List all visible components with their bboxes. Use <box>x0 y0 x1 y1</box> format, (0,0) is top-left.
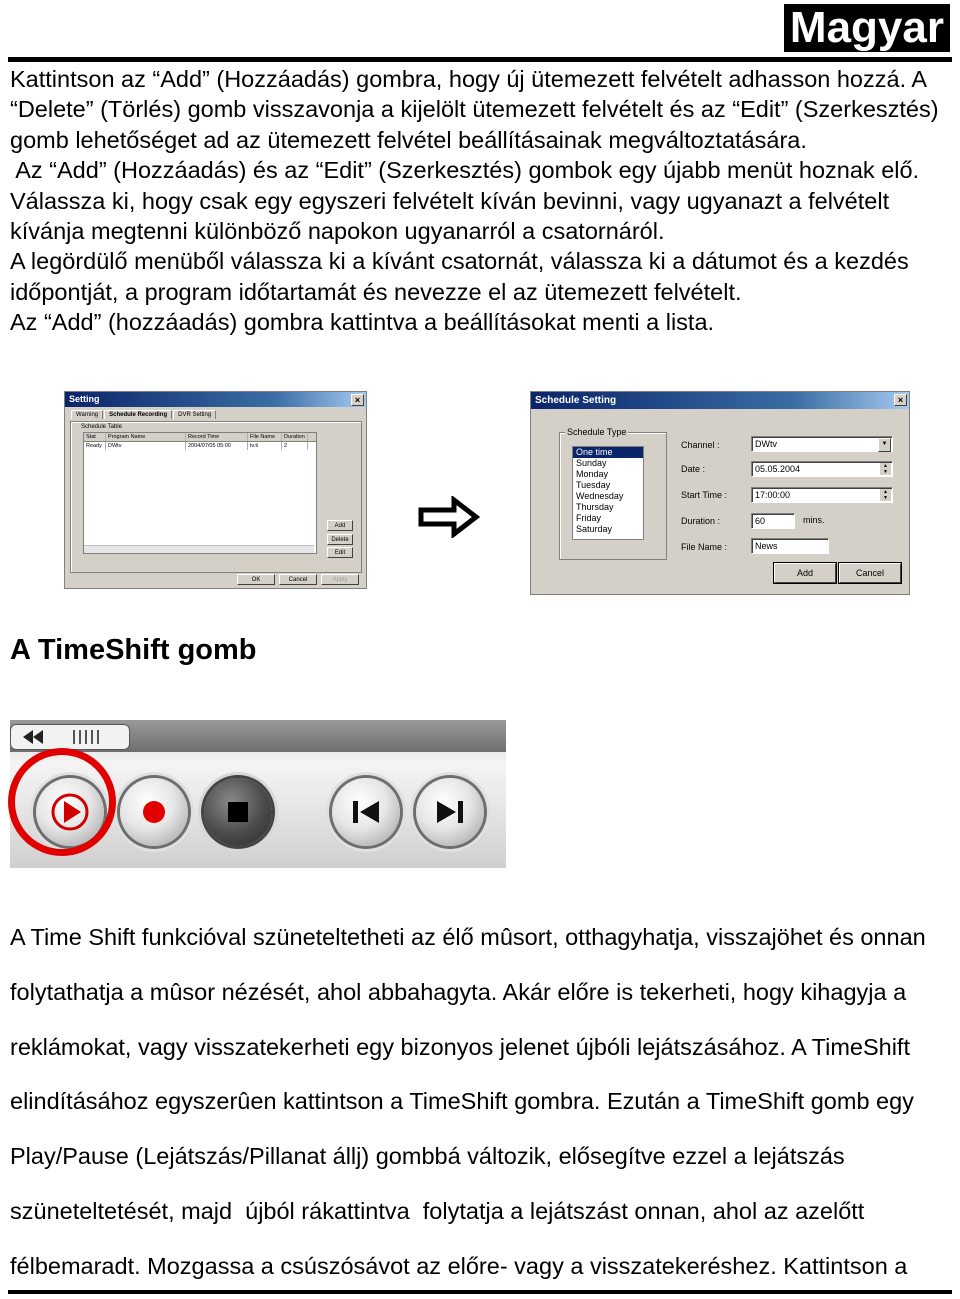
file-name-label: File Name : <box>681 542 728 552</box>
intro-line: időpontját, a program időtartamát és nevezze el az ütemezett felvételt. <box>10 278 742 305</box>
record-icon <box>139 797 169 827</box>
start-time-value: 17:00:00 <box>755 490 791 500</box>
timeshift-description <box>10 910 960 1294</box>
table-row[interactable] <box>84 442 316 450</box>
footer-rule <box>8 1290 952 1294</box>
column-header[interactable]: Stat <box>84 433 106 441</box>
close-icon[interactable]: × <box>894 394 907 406</box>
body-line: reklámokat, vagy visszatekerheti egy bizonyos jelenet újbóli lejátszásához. A TimeShift <box>10 1033 910 1060</box>
duration-unit: mins. <box>803 515 825 525</box>
delete-button[interactable]: Delete <box>327 534 353 545</box>
column-header[interactable]: File Name <box>248 433 282 441</box>
ok-button[interactable]: OK <box>237 574 275 585</box>
table-cell: Ready <box>84 442 106 450</box>
chevron-down-icon[interactable]: ▼ <box>878 438 891 452</box>
schedule-table-label: Schedule Table <box>81 424 122 430</box>
channel-value: DWtv <box>755 439 777 449</box>
intro-text <box>10 64 960 338</box>
body-line: elindításához egyszerûen kattintson a TimeShift gombra. Ezután a TimeShift gomb egy <box>10 1088 914 1115</box>
seek-slider[interactable] <box>10 724 130 750</box>
column-header[interactable]: Duration <box>282 433 308 441</box>
column-header[interactable]: Program Name <box>106 433 186 441</box>
close-icon[interactable]: × <box>351 394 364 406</box>
setting-tabs <box>71 410 217 419</box>
spinner-icon[interactable]: ▲ ▼ <box>880 489 891 501</box>
intro-line: Az “Add” (hozzáadás) gombra kattintva a beállításokat menti a lista. <box>10 309 715 336</box>
body-line: félbemaradt. Mozgassa a csúszósávot az előre- vagy a visszatekeréshez. Kattintson a <box>10 1252 908 1279</box>
body-line: A Time Shift funkcióval szüneteltetheti az élő mûsort, otthagyhatja, visszajöhet és onnan <box>10 924 926 950</box>
schedule-type-option[interactable]: Friday <box>576 513 602 523</box>
body-line: Play/Pause (Lejátszás/Pillanat állj) gombbá változik, elősegítve ezzel a lejátszás <box>10 1143 845 1170</box>
duration-value: 60 <box>755 516 766 526</box>
header-rule <box>8 57 952 62</box>
intro-line: gomb lehetőséget ad az ütemezett felvétel beállításainak megváltoztatására. <box>10 126 807 153</box>
intro-line: “Delete” (Törlés) gomb visszavonja a kijelölt ütemezett felvételt és az “Edit” (Szerkesztés) <box>10 96 939 123</box>
intro-line: Az “Add” (Hozzáadás) és az “Edit” (Szerkesztés) gombok egy újabb menüt hoznak elő. <box>10 157 920 184</box>
intro-line: Kattintson az “Add” (Hozzáadás) gombra, hogy új ütemezett felvételt adhasson hozzá. A <box>10 66 928 92</box>
record-button[interactable] <box>120 778 188 846</box>
schedule-table <box>83 432 317 554</box>
setting-dialog-titlebar <box>65 392 366 407</box>
file-name-value: News <box>755 541 778 551</box>
intro-line: kívánja megtenni különböző napokon ugyanarról a csatornáról. <box>10 218 665 245</box>
rewind-icon <box>17 726 57 748</box>
stop-icon <box>225 799 251 825</box>
table-header <box>84 433 316 442</box>
add-button[interactable]: Add <box>774 563 836 583</box>
horizontal-scrollbar[interactable] <box>84 545 314 553</box>
schedule-type-label: Schedule Type <box>567 427 627 437</box>
tab-dvr-setting[interactable]: DVR Setting <box>173 410 216 419</box>
player-seek-bar <box>10 720 506 752</box>
start-time-label: Start Time : <box>681 490 728 500</box>
table-cell: 2 <box>282 442 308 450</box>
table-cell: 2004/07/05 05:00 <box>186 442 248 450</box>
start-time-field[interactable] <box>751 487 893 503</box>
previous-button[interactable] <box>332 778 400 846</box>
language-tag: Magyar <box>784 4 950 52</box>
spinner-icon[interactable]: ▲ ▼ <box>880 463 891 475</box>
channel-select[interactable] <box>751 436 893 452</box>
next-button[interactable] <box>416 778 484 846</box>
slider-grip-icon <box>71 726 111 748</box>
schedule-type-option[interactable]: One time <box>573 447 643 458</box>
stop-button[interactable] <box>204 778 272 846</box>
channel-label: Channel : <box>681 440 720 450</box>
schedule-type-option[interactable]: Tuesday <box>576 480 611 490</box>
tab-warning[interactable]: Warning <box>71 410 103 419</box>
table-cell: tv.ti <box>248 442 282 450</box>
tab-schedule-recording[interactable]: Schedule Recording <box>104 410 172 419</box>
schedule-type-option[interactable]: Monday <box>576 469 609 479</box>
setting-dialog <box>64 391 367 589</box>
intro-line: Válassza ki, hogy csak egy egyszeri felvételt kíván bevinni, vagy ugyanazt a felvételt <box>10 187 890 214</box>
cancel-button[interactable]: Cancel <box>839 563 901 583</box>
body-line: folytathatja a mûsor nézését, ahol abbahagyta. Akár előre is tekerheti, hogy kihagyja a <box>10 978 907 1005</box>
skip-forward-icon <box>433 797 467 827</box>
schedule-type-option[interactable]: Wednesday <box>576 491 624 501</box>
body-line: szüneteltetését, majd újból rákattintva folytatja a lejátszást onnan, ahol az azelőtt <box>10 1197 865 1224</box>
highlight-circle <box>8 748 116 856</box>
schedule-setting-dialog <box>530 391 910 595</box>
arrow-right-icon <box>418 496 480 538</box>
date-value: 05.05.2004 <box>755 464 801 474</box>
setting-dialog-title: Setting <box>69 394 100 404</box>
table-cell: DWtv <box>106 442 186 450</box>
file-name-field[interactable] <box>751 538 829 554</box>
column-header[interactable]: Record Time <box>186 433 248 441</box>
duration-label: Duration : <box>681 516 721 526</box>
schedule-type-option[interactable]: Sunday <box>576 458 607 468</box>
schedule-type-option[interactable]: Thursday <box>576 502 614 512</box>
add-button[interactable]: Add <box>327 520 353 531</box>
schedule-dialog-title: Schedule Setting <box>535 395 617 406</box>
timeshift-heading: A TimeShift gomb <box>10 634 257 666</box>
schedule-type-option[interactable]: Saturday <box>576 524 613 534</box>
apply-button[interactable]: Apply <box>321 574 359 585</box>
edit-button[interactable]: Edit <box>327 547 353 558</box>
schedule-type-list[interactable] <box>572 446 644 540</box>
date-field[interactable] <box>751 461 893 477</box>
schedule-dialog-titlebar <box>531 392 909 409</box>
duration-field[interactable] <box>751 513 795 529</box>
intro-line: A legördülő menüből válassza ki a kívánt csatornát, válassza ki a dátumot és a kezdés <box>10 248 909 275</box>
skip-back-icon <box>349 797 383 827</box>
cancel-button[interactable]: Cancel <box>279 574 317 585</box>
date-label: Date : <box>681 464 706 474</box>
